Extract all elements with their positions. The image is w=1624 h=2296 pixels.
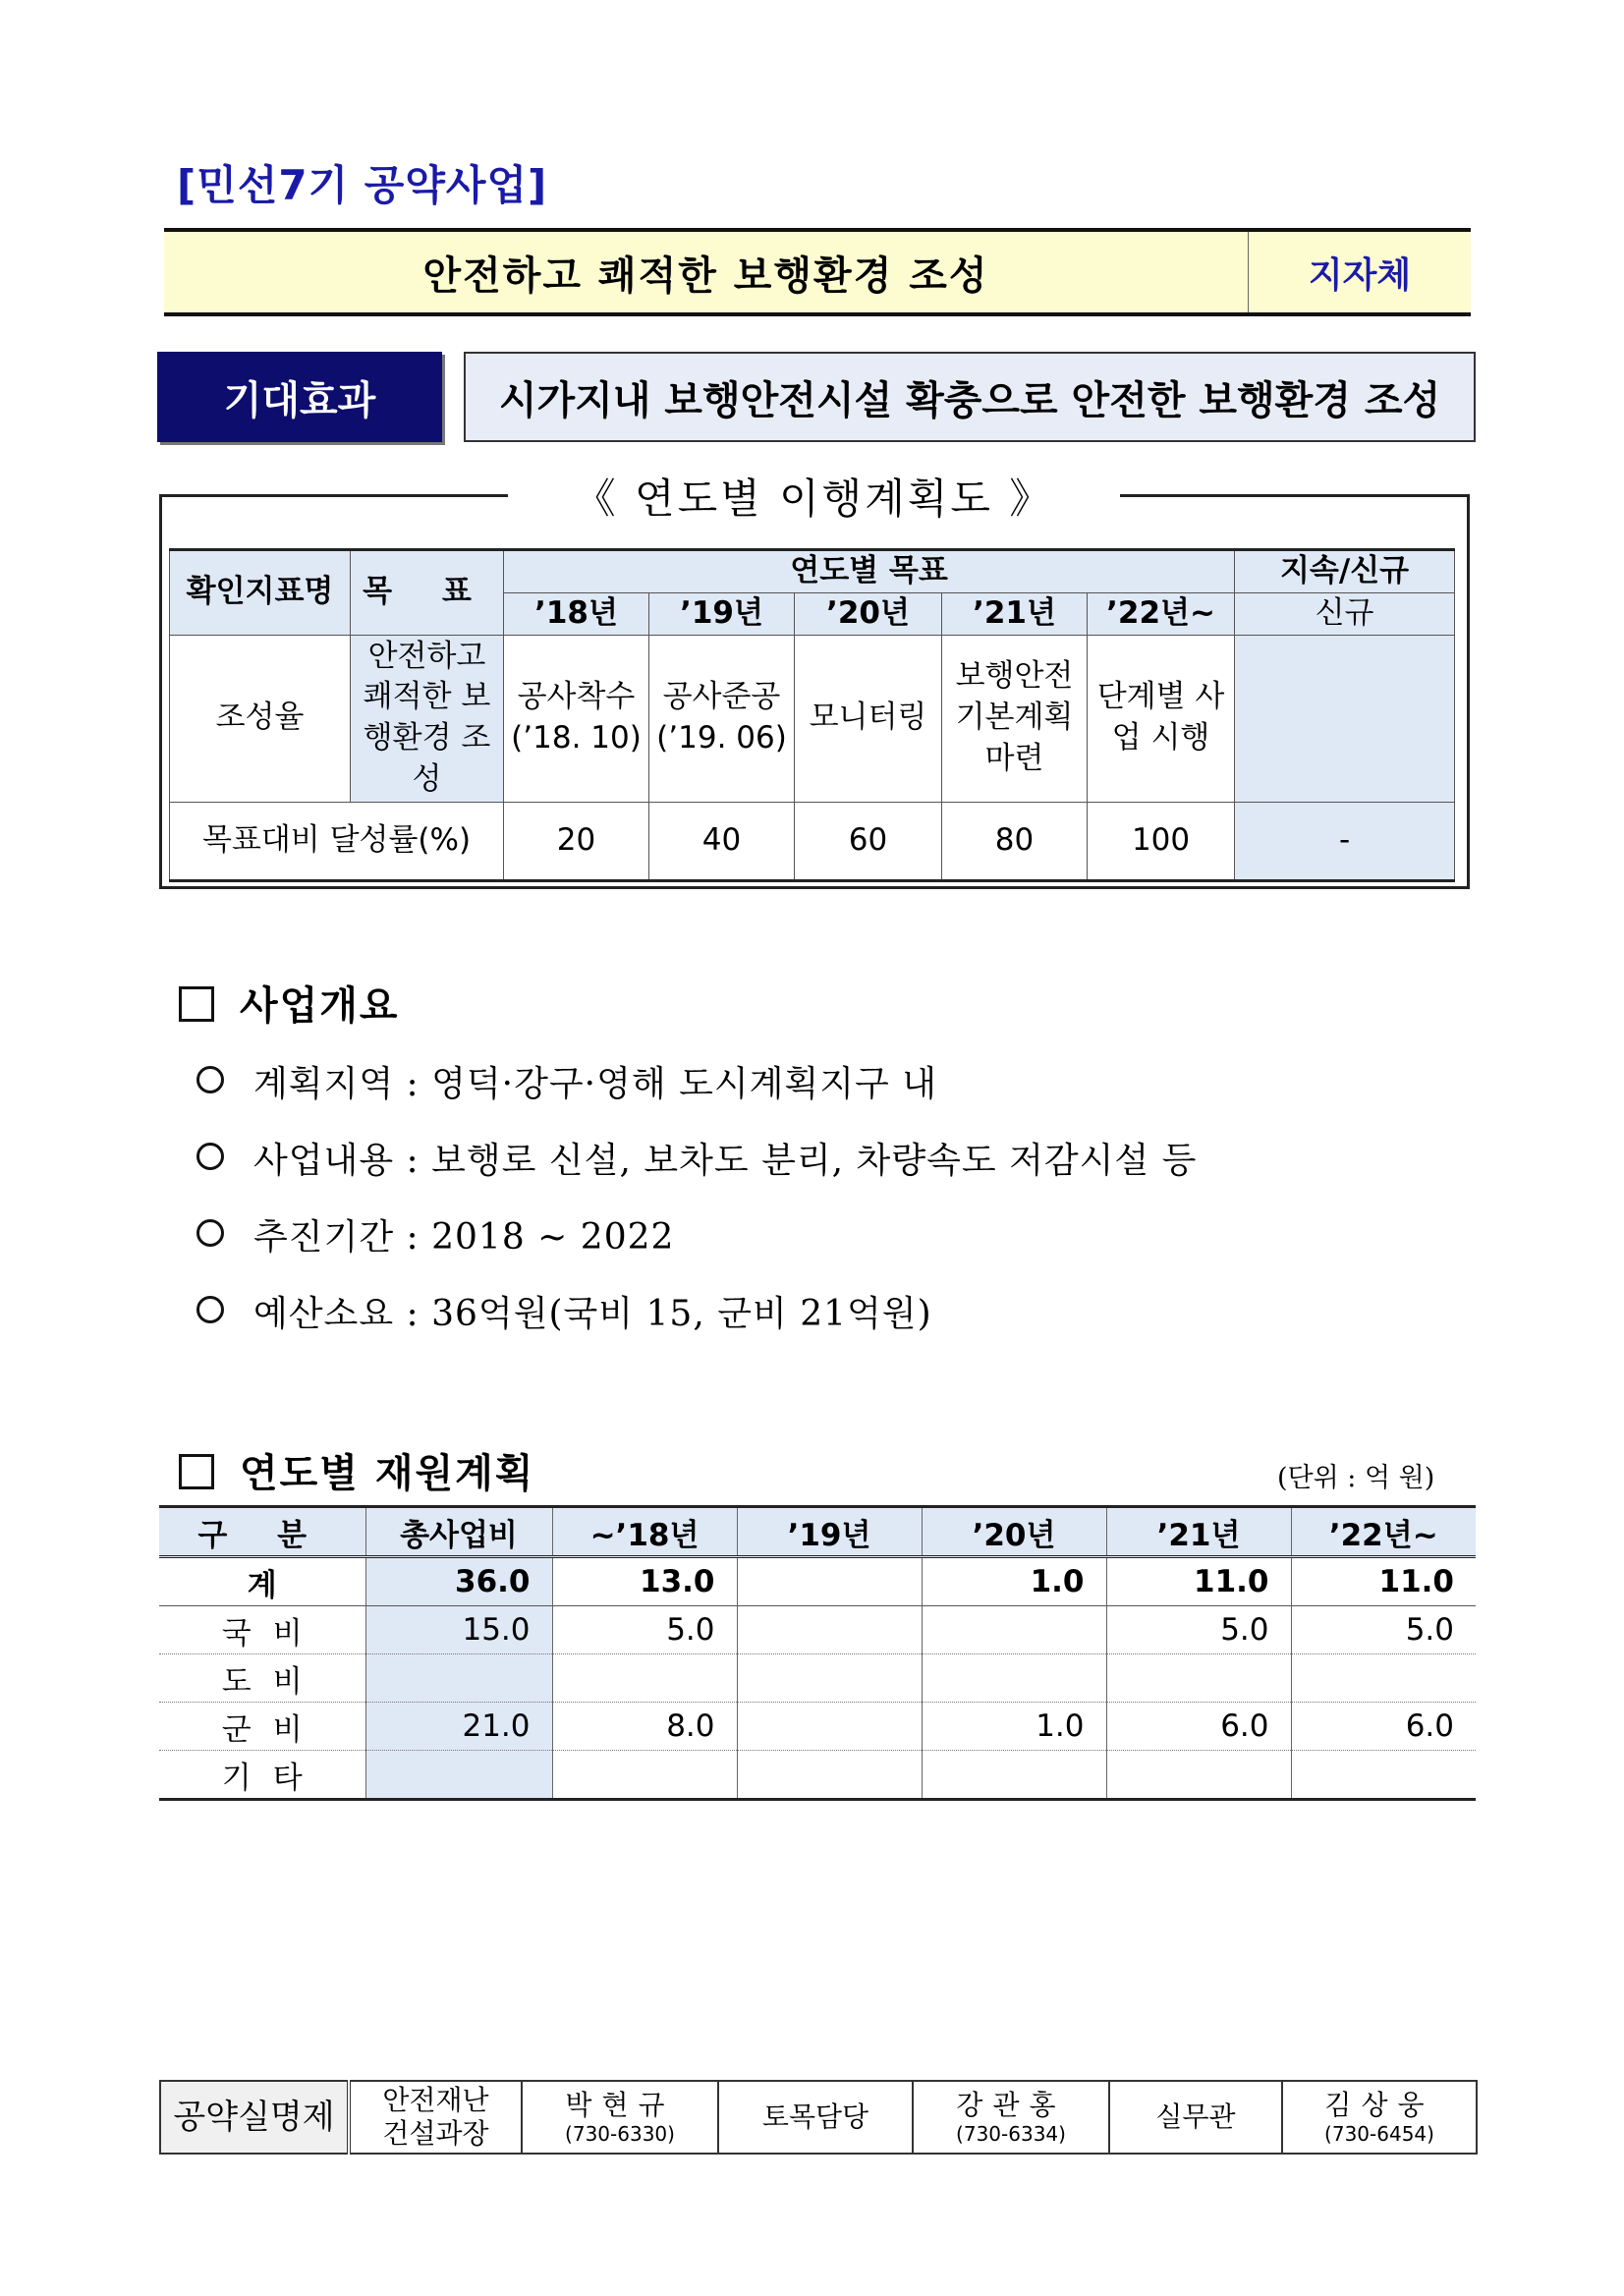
overview-item: 사업내용 : 보행로 신설, 보차도 분리, 차량속도 저감시설 등 xyxy=(196,1133,1197,1183)
col-header: ’19년 xyxy=(737,1507,922,1557)
milestone-cell: 보행안전 기본계획 마련 xyxy=(942,635,1088,802)
expected-effect-text: 시가지내 보행안전시설 확충으로 안전한 보행환경 조성 xyxy=(464,352,1476,442)
plan-frame-line-left xyxy=(159,494,508,497)
overview-heading xyxy=(179,975,400,1031)
achievement-status: - xyxy=(1235,802,1455,880)
circle-bullet-icon xyxy=(196,1296,224,1323)
circle-bullet-icon xyxy=(196,1219,224,1247)
col-header: ~’18년 xyxy=(552,1507,737,1557)
col-header: 구 분 xyxy=(159,1507,365,1557)
header-year: ’19년 xyxy=(649,592,795,635)
col-header: ’20년 xyxy=(922,1507,1106,1557)
status-empty xyxy=(1235,635,1455,802)
status-value: 신규 xyxy=(1235,592,1455,635)
program-label: [민선7기 공약사업] xyxy=(177,161,548,209)
milestone-cell: 공사준공 (’19. 06) xyxy=(649,635,795,802)
header-year: ’22년~ xyxy=(1088,592,1235,635)
header-year: ’21년 xyxy=(942,592,1088,635)
circle-bullet-icon xyxy=(196,1143,224,1170)
project-owner: 지자체 xyxy=(1308,254,1412,296)
header-status: 지속/신규 xyxy=(1235,550,1455,593)
col-header: ’21년 xyxy=(1106,1507,1291,1557)
goal-text: 안전하고 쾌적한 보행환경 조성 xyxy=(351,635,504,802)
accountability-table xyxy=(159,2080,1478,2155)
person-1: 박현규 (730-6330) xyxy=(522,2081,718,2154)
expected-effect-label: 기대효과 xyxy=(157,352,442,442)
finance-table xyxy=(159,1505,1476,1801)
square-bullet-icon xyxy=(179,1454,214,1489)
square-bullet-icon xyxy=(179,986,214,1022)
project-title: 안전하고 쾌적한 보행환경 조성 xyxy=(164,232,1249,312)
yearly-plan-table xyxy=(169,548,1455,882)
person-3: 김상웅 (730-6454) xyxy=(1282,2081,1477,2154)
col-header: 총사업비 xyxy=(365,1507,552,1557)
overview-item: 추진기간 : 2018 ~ 2022 xyxy=(196,1209,674,1260)
overview-item: 예산소요 : 36억원(국비 15, 군비 21억원) xyxy=(196,1286,932,1336)
achievement-value: 60 xyxy=(795,802,942,880)
finance-heading xyxy=(179,1442,534,1498)
table-row: 군비 21.0 8.0 1.0 6.0 6.0 xyxy=(159,1703,1476,1751)
role-2: 토목담당 xyxy=(718,2081,913,2154)
plan-title: 《 연도별 이행계획도 》 xyxy=(574,475,1054,523)
table-row: 계 36.0 13.0 1.0 11.0 11.0 xyxy=(159,1557,1476,1606)
achievement-value: 80 xyxy=(942,802,1088,880)
person-2: 강관홍 (730-6334) xyxy=(913,2081,1109,2154)
milestone-cell: 공사착수 (’18. 10) xyxy=(504,635,649,802)
department: 안전재난 건설과장 xyxy=(349,2081,522,2154)
indicator-name: 조성율 xyxy=(170,635,351,802)
header-year: ’20년 xyxy=(795,592,942,635)
accountability-head: 공약실명제 xyxy=(160,2081,349,2154)
table-row: 도비 xyxy=(159,1654,1476,1703)
achievement-value: 100 xyxy=(1088,802,1235,880)
role-3: 실무관 xyxy=(1109,2081,1282,2154)
circle-bullet-icon xyxy=(196,1066,224,1093)
table-row: 기타 xyxy=(159,1751,1476,1800)
project-title-box xyxy=(164,228,1471,316)
table-row: 국비 15.0 5.0 5.0 5.0 xyxy=(159,1606,1476,1654)
header-goal: 목 표 xyxy=(351,550,504,636)
finance-unit: (단위 : 억 원) xyxy=(1277,1463,1435,1493)
milestone-cell: 단계별 사업 시행 xyxy=(1088,635,1235,802)
header-yearly: 연도별 목표 xyxy=(504,550,1235,593)
achievement-label: 목표대비 달성률(%) xyxy=(170,802,504,880)
col-header: ’22년~ xyxy=(1291,1507,1476,1557)
plan-frame-line-right xyxy=(1120,494,1470,497)
achievement-value: 40 xyxy=(649,802,795,880)
finance-title: 연도별 재원계획 xyxy=(240,1451,535,1496)
milestone-cell: 모니터링 xyxy=(795,635,942,802)
header-year: ’18년 xyxy=(504,592,649,635)
header-indicator: 확인지표명 xyxy=(170,550,351,636)
overview-title: 사업개요 xyxy=(240,983,400,1029)
achievement-value: 20 xyxy=(504,802,649,880)
overview-item: 계획지역 : 영덕·강구·영해 도시계획지구 내 xyxy=(196,1056,937,1106)
